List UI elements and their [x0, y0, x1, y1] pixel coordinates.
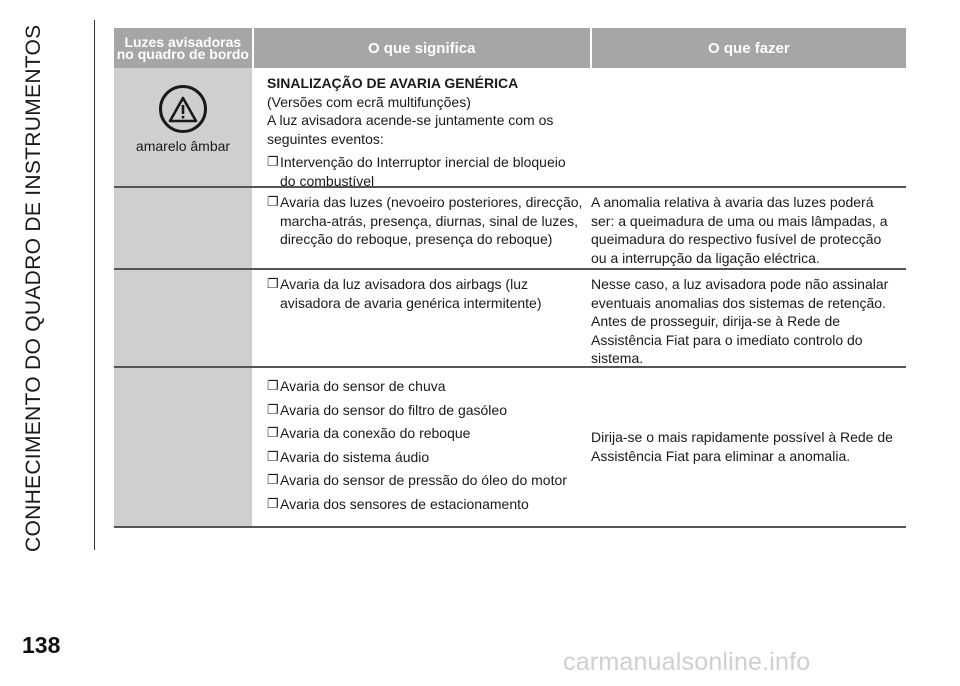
icon-color-caption: amarelo âmbar — [135, 138, 231, 154]
table-row — [114, 68, 906, 188]
bullet-icon: ❐ — [267, 472, 279, 487]
icon-cell — [114, 270, 252, 366]
meaning-cell — [252, 368, 591, 526]
table-row — [114, 368, 906, 528]
list-item — [267, 448, 583, 467]
meaning-cell — [252, 270, 591, 366]
header-col1-line2: no quadro de bordo — [116, 46, 249, 62]
action-cell: A anomalia relativa à avaria das luzes poderá ser: a queimadura de uma ou mais lâmpadas, a queimadura do respectivo fusível de protecção ou a interrupção da ligação eléctrica. — [591, 194, 888, 266]
meaning-cell — [252, 188, 591, 268]
warning-lights-table — [114, 28, 906, 528]
bullet-icon: ❐ — [267, 378, 279, 393]
section-heading: SINALIZAÇÃO DE AVARIA GENÉRICA — [267, 75, 519, 91]
list-item-text: Intervenção do Interruptor inercial de bloqueio do combustível — [280, 154, 566, 189]
list-item-text: Avaria do sistema áudio — [280, 448, 430, 465]
bullet-icon: ❐ — [267, 448, 279, 464]
bullet-icon: ❐ — [267, 194, 279, 209]
table-header — [114, 28, 906, 68]
header-action: O que fazer — [592, 28, 906, 68]
watermark: carmanualsonline.info — [563, 648, 811, 676]
list-item-text: Avaria do sensor de chuva — [280, 378, 446, 394]
list-item-text: Avaria do sensor de pressão do óleo do motor — [280, 472, 567, 488]
action-text: Dirija-se o mais rapidamente possível à Rede de Assistência Fiat para eliminar a anomalia. — [591, 429, 893, 464]
icon-cell — [114, 68, 252, 186]
header-col1-line1: Luzes avisadoras — [124, 34, 242, 50]
list-item — [267, 153, 583, 190]
table-row — [114, 270, 906, 368]
side-section-title: CONHECIMENTO DO QUADRO DE INSTRUMENTOS — [22, 24, 45, 552]
text-line: (Versões com ecrã multifunções) — [267, 93, 471, 110]
list-item — [267, 495, 583, 514]
meaning-cell — [252, 68, 591, 189]
header-warning-lights — [114, 28, 252, 68]
side-divider — [94, 20, 95, 550]
list-item — [267, 275, 583, 312]
text-line: A luz avisadora acende-se juntamente com os seguintes eventos: — [267, 112, 554, 147]
list-item-text: Avaria das luzes (nevoeiro posteriores, direcção, marcha-atrás, presença, diurnas, sinal de luzes, direcção do reboque, presença do reboque) — [280, 194, 583, 247]
bullet-icon: ❐ — [267, 401, 279, 417]
warning-triangle-icon — [159, 85, 207, 133]
icon-cell — [114, 188, 252, 268]
bullet-icon: ❐ — [267, 276, 279, 291]
header-meaning: O que significa — [254, 28, 590, 68]
bullet-icon: ❐ — [267, 154, 279, 169]
list-item — [267, 424, 583, 443]
page-number: 138 — [22, 632, 61, 658]
icon-cell — [114, 368, 252, 526]
bullet-icon: ❐ — [267, 495, 279, 511]
bullet-icon: ❐ — [267, 425, 279, 440]
list-item-text: Avaria da conexão do reboque — [280, 425, 471, 441]
list-item-text: Avaria dos sensores de estacionamento — [280, 495, 529, 512]
list-item — [267, 401, 583, 420]
list-item-text: Avaria da luz avisadora dos airbags (luz avisadora de avaria genérica intermitente) — [280, 276, 542, 311]
list-item — [267, 377, 583, 396]
list-item-text: Avaria do sensor do filtro de gasóleo — [280, 401, 507, 418]
action-cell: Nesse caso, a luz avisadora pode não assinalar eventuais anomalias dos sistemas de retenção. Antes de prosseguir, dirija-se à Rede de Assistência Fiat para o imediato controlo do sistema. — [591, 276, 889, 366]
list-item — [267, 471, 583, 490]
list-item — [267, 193, 583, 249]
action-cell — [591, 68, 906, 186]
table-row — [114, 188, 906, 270]
action-cell — [591, 368, 906, 526]
